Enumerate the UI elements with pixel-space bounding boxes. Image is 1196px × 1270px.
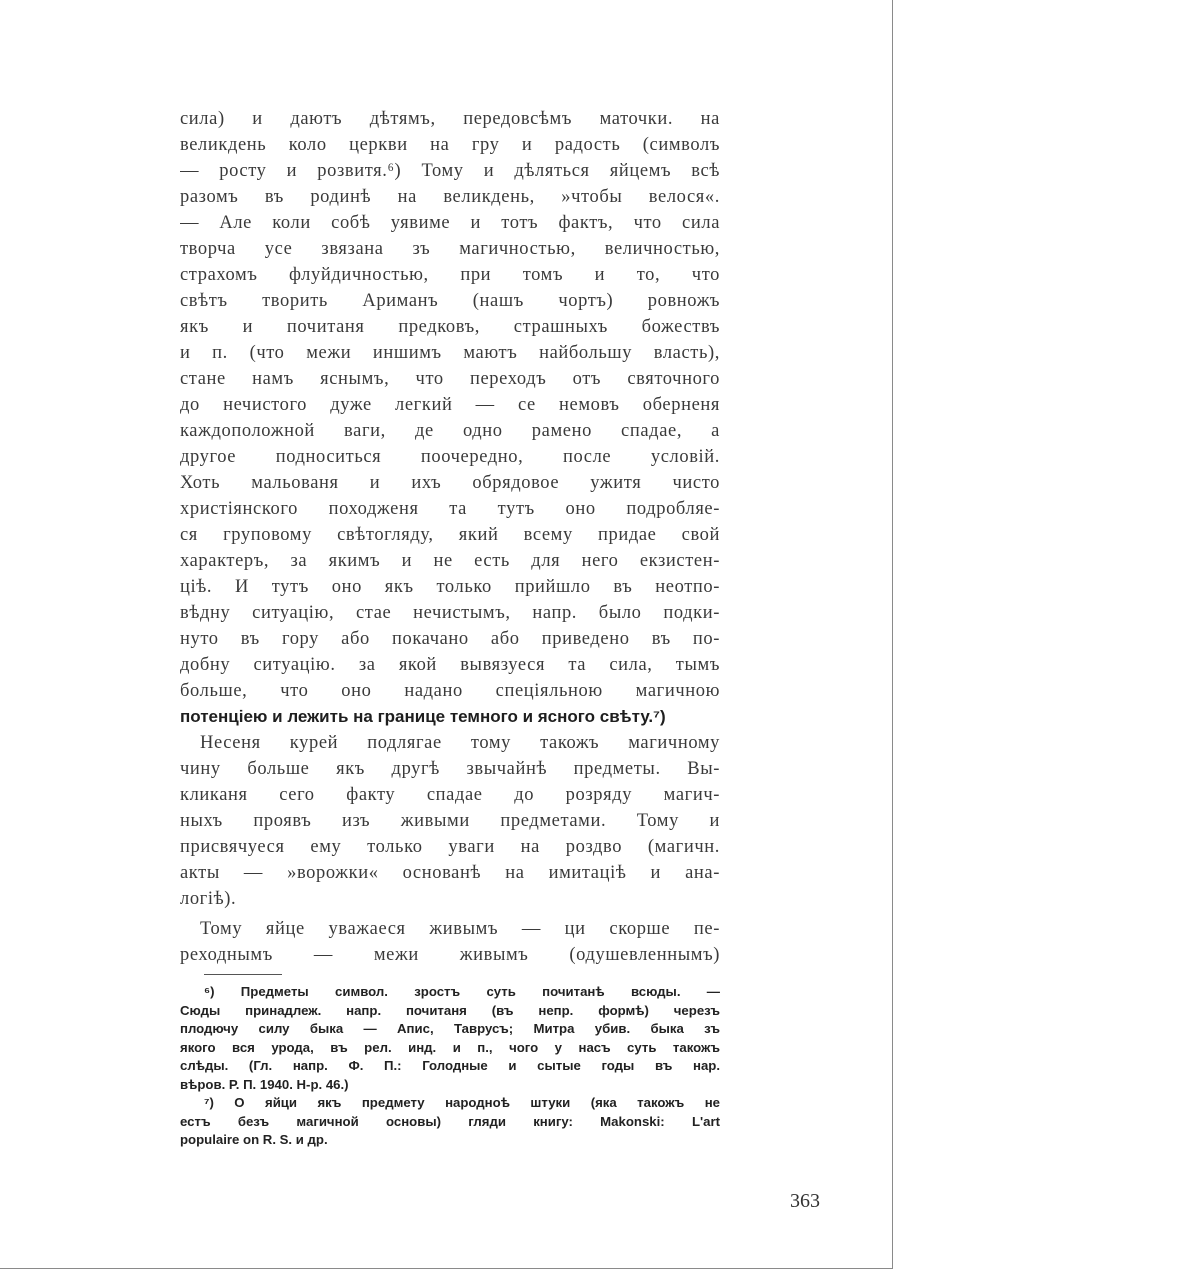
footnote-line: вѣров. Р. П. 1940. Н-р. 46.) (180, 1076, 349, 1092)
text-line: — росту и розвитя.⁶) Тому и дѣляться яйцемъ всѣ (180, 161, 720, 181)
text-line: якъ и почитаня предковъ, страшныхъ божествъ (180, 317, 720, 337)
text-line: чину больше якъ другѣ звычайнѣ предметы. Вы- (180, 759, 720, 779)
text-line: вѣдну ситуацію, стае нечистымъ, напр. было подки- (180, 603, 720, 623)
footnotes (180, 983, 720, 1150)
text-line: разомъ въ родинѣ на великдень, »чтобы велося«. (180, 187, 720, 207)
text-line: ныхъ проявъ изъ живыми предметами. Тому и (180, 811, 720, 831)
text-line: стане намъ яснымъ, что переходъ отъ святочного (180, 369, 720, 389)
text-line: другое подноситься поочередно, после условій. (180, 447, 720, 467)
footnote-divider (204, 974, 282, 975)
text-line: присвячуеся ему только уваги на роздво (магичн. (180, 837, 720, 857)
text-line: ся груповому свѣтогляду, який всему придае свой (180, 525, 720, 545)
text-line: больше, что оно надано спеціяльною магичною (180, 681, 720, 701)
footnote-line: якого вся урода, въ рел. инд. и п., чого у насъ суть такожъ (180, 1039, 720, 1055)
paragraph-1 (180, 106, 720, 730)
footnote-line: ⁶) Предметы символ. зростъ суть почитанѣ всюды. — (204, 984, 720, 999)
text-line: характеръ, за якимъ и не есть для него екзистен- (180, 551, 720, 571)
text-line: христіянского походженя та тутъ оно подробляе- (180, 499, 720, 519)
footnote-line: populaire on R. S. и др. (180, 1132, 328, 1147)
text-line: — Але коли собѣ уявиме и тотъ фактъ, что сила (180, 213, 720, 233)
footnote-line: естъ безъ магичной основы) гляди книгу: Makonski: L'art (180, 1113, 720, 1129)
footnote-line: слѣды. (Гл. напр. Ф. П.: Голодные и сытые годы въ нар. (180, 1058, 720, 1073)
text-line: реходнымъ — межи живымъ (одушевленнымъ) (180, 945, 720, 965)
text-line: добну ситуацію. за якой вывязуеся та сила, тымъ (180, 655, 720, 675)
text-line: цiѣ. И тутъ оно якъ только прийшло въ неотпо- (180, 577, 720, 597)
text-line: Хоть мальованя и ихъ обрядовое ужитя чисто (180, 473, 720, 493)
footnote-line: Сюды принадлеж. напр. почитаня (въ непр. формѣ) черезъ (180, 1002, 720, 1018)
text-line: Несеня курей подлягае тому такожъ магичному (200, 733, 720, 753)
text-line: нуто въ гору або покачано або приведено въ по- (180, 629, 720, 649)
scanned-text-block (180, 106, 720, 1150)
footnote-line: ⁷) О яйци якъ предмету народноѣ штуки (яка такожъ не (204, 1095, 720, 1110)
text-line: Тому яйце уважаеся живымъ — ци скорше пе- (200, 919, 720, 939)
text-line: каждоположной ваги, де одно рамено спадае, а (180, 421, 720, 441)
footnote-line: плодючу силу быка — Апис, Таврусъ; Митра убив. быка зъ (180, 1021, 720, 1036)
text-line: сила) и даютъ дѣтямъ, передовсѣмъ маточки. на (180, 109, 720, 129)
page-number: 363 (790, 1190, 820, 1212)
text-line: логiѣ). (180, 889, 237, 909)
paragraph-2 (180, 730, 720, 912)
text-line: творча усе звязана зъ магичностью, величностью, (180, 239, 720, 259)
text-line: акты — »ворожки« основанѣ на имитацiѣ и ана- (180, 863, 720, 883)
text-line: до нечистого дуже легкий — се немовъ оберненя (180, 395, 720, 415)
text-line: кликаня сего факту спадае до розряду магич- (180, 785, 720, 805)
paragraph-3 (180, 916, 720, 968)
text-line: потенціею и лежить на границе темного и ясного свѣту.⁷) (180, 707, 666, 726)
text-line: свѣтъ творить Ариманъ (нашъ чортъ) ровножъ (180, 291, 720, 311)
text-line: великдень коло церкви на гру и радость (символъ (180, 135, 720, 155)
text-line: страхомъ флуйдичностью, при томъ и то, что (180, 265, 720, 285)
text-line: и п. (что межи иншимъ маютъ найбольшу власть), (180, 343, 720, 363)
